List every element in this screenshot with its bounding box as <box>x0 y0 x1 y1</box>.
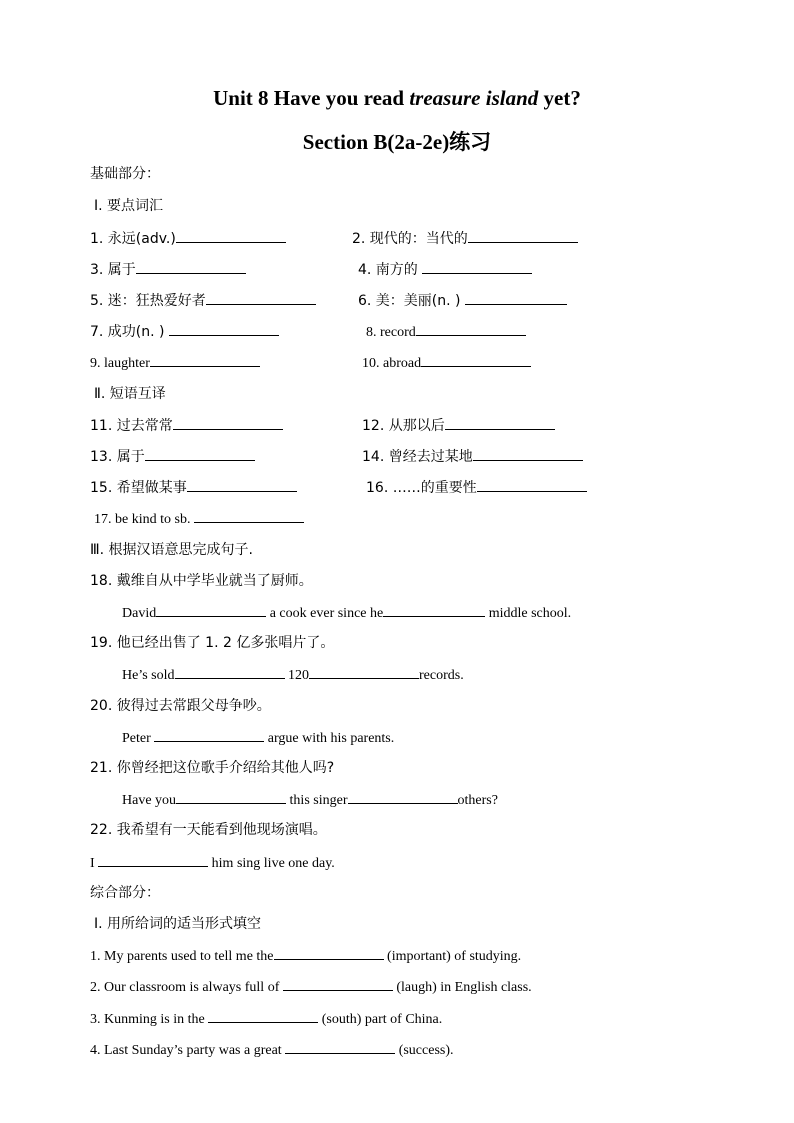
page-title <box>0 86 794 111</box>
title-main: Unit 8 Have you read <box>213 86 410 110</box>
answer-blank[interactable] <box>416 321 526 336</box>
question-22-chinese: 22. 我希望有一天能看到他现场演唱。 <box>90 822 327 838</box>
vocab-item: 6. 美：美丽(n. ) <box>358 290 567 312</box>
phrase-item: 12. 从那以后 <box>362 415 555 437</box>
section-title: Section B(2a-2e)练习 <box>302 130 492 154</box>
answer-blank[interactable] <box>154 727 264 742</box>
question-20: Peter argue with his parents. <box>122 727 394 749</box>
answer-blank[interactable] <box>176 228 286 243</box>
question-20-chinese: 20. 彼得过去常跟父母争吵。 <box>90 698 271 714</box>
title-end: yet? <box>538 86 581 110</box>
answer-blank[interactable] <box>156 602 266 617</box>
answer-blank[interactable] <box>175 664 285 679</box>
answer-blank[interactable] <box>383 602 485 617</box>
part3-heading: Ⅲ. 根据汉语意思完成句子. <box>90 542 254 558</box>
fill-item: 2. Our classroom is always full of (laugh) in English class. <box>90 976 532 998</box>
answer-blank[interactable] <box>208 1008 318 1023</box>
question-21-chinese: 21. 你曾经把这位歌手介绍给其他人吗? <box>90 760 335 776</box>
answer-blank[interactable] <box>465 290 567 305</box>
vocab-item: 1. 永远(adv.) <box>90 228 286 250</box>
phrase-item: 15. 希望做某事 <box>90 477 297 499</box>
answer-blank[interactable] <box>468 228 578 243</box>
vocab-item: 4. 南方的 <box>358 259 532 281</box>
phrase-item: 14. 曾经去过某地 <box>362 446 583 468</box>
fill-item: 3. Kunming is in the (south) part of China. <box>90 1008 442 1030</box>
answer-blank[interactable] <box>274 945 384 960</box>
answer-blank[interactable] <box>348 789 458 804</box>
answer-blank[interactable] <box>206 290 316 305</box>
comprehensive-header: 综合部分： <box>90 885 160 901</box>
question-18-chinese: 18. 戴维自从中学毕业就当了厨师。 <box>90 573 313 589</box>
answer-blank[interactable] <box>421 352 531 367</box>
fill-item: 1. My parents used to tell me the (important) of studying. <box>90 945 521 967</box>
answer-blank[interactable] <box>285 1039 395 1054</box>
vocab-item: 3. 属于 <box>90 259 246 281</box>
title-book: treasure island <box>409 86 539 110</box>
answer-blank[interactable] <box>309 664 419 679</box>
part4-heading: Ⅰ. 用所给词的适当形式填空 <box>94 916 262 932</box>
vocab-item: 2. 现代的：当代的 <box>352 228 578 250</box>
part2-heading: Ⅱ. 短语互译 <box>94 386 166 402</box>
phrase-item: 17. be kind to sb. <box>94 508 304 530</box>
question-18: David a cook ever since he middle school. <box>122 602 571 624</box>
vocab-item: 9. laughter <box>90 352 260 374</box>
answer-blank[interactable] <box>187 477 297 492</box>
answer-blank[interactable] <box>283 976 393 991</box>
vocab-item: 7. 成功(n. ) <box>90 321 279 343</box>
vocab-item: 5. 迷：狂热爱好者 <box>90 290 316 312</box>
answer-blank[interactable] <box>145 446 255 461</box>
vocab-item: 10. abroad <box>362 352 531 374</box>
part1-heading: Ⅰ. 要点词汇 <box>94 198 164 214</box>
basic-header: 基础部分： <box>90 166 160 182</box>
answer-blank[interactable] <box>169 321 279 336</box>
answer-blank[interactable] <box>477 477 587 492</box>
answer-blank[interactable] <box>173 415 283 430</box>
phrase-item: 11. 过去常常 <box>90 415 283 437</box>
answer-blank[interactable] <box>150 352 260 367</box>
vocab-item: 8. record <box>366 321 526 343</box>
fill-item: 4. Last Sunday’s party was a great (success). <box>90 1039 454 1061</box>
question-19-chinese: 19. 他已经出售了 1. 2 亿多张唱片了。 <box>90 635 335 651</box>
answer-blank[interactable] <box>473 446 583 461</box>
answer-blank[interactable] <box>422 259 532 274</box>
answer-blank[interactable] <box>194 508 304 523</box>
answer-blank[interactable] <box>136 259 246 274</box>
question-21: Have you this singer others? <box>122 789 498 811</box>
question-22: I him sing live one day. <box>90 852 335 874</box>
answer-blank[interactable] <box>445 415 555 430</box>
answer-blank[interactable] <box>176 789 286 804</box>
phrase-item: 16. ……的重要性 <box>366 477 587 499</box>
question-19: He’s sold 120 records. <box>122 664 464 686</box>
answer-blank[interactable] <box>98 852 208 867</box>
phrase-item: 13. 属于 <box>90 446 255 468</box>
